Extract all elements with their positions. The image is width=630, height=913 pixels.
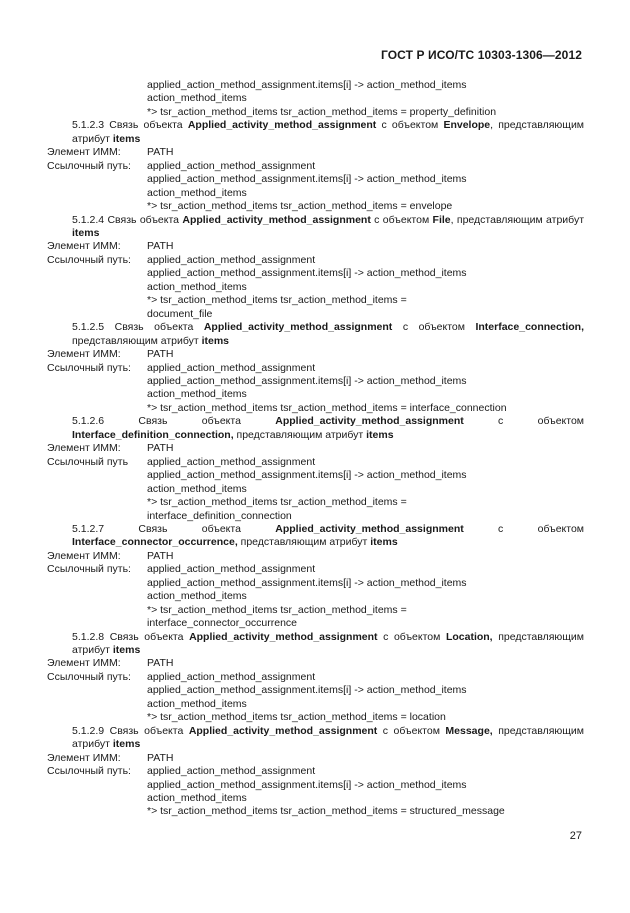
reference-label: Ссылочный путь: xyxy=(47,563,131,576)
section-heading xyxy=(47,523,584,550)
reference-path-line: applied_action_method_assignment xyxy=(147,455,316,468)
element-label: Элемент ИММ: xyxy=(47,240,121,253)
reference-path-line: action_method_items xyxy=(147,697,247,710)
section-target: Interface_connector_occurrence, xyxy=(72,536,238,549)
element-label: Элемент ИММ: xyxy=(47,442,121,455)
section-number: 5.1.2.4 Связь xyxy=(72,213,137,226)
section-text: , представляющим атрибут xyxy=(450,213,585,226)
element-value: PATH xyxy=(147,657,174,670)
element-value: PATH xyxy=(147,146,174,159)
section-attribute: items xyxy=(201,334,230,347)
section-text: представляющим атрибут xyxy=(72,724,584,751)
reference-path-line: applied_action_method_assignment xyxy=(147,670,316,683)
section-attribute: items xyxy=(112,644,141,657)
reference-path-line: applied_action_method_assignment.items[i] -> action_method_items xyxy=(147,778,467,791)
section-target: Location, xyxy=(445,630,493,643)
reference-path-line: action_method_items xyxy=(147,388,247,401)
reference-path-line: action_method_items xyxy=(147,792,247,805)
reference-path xyxy=(147,563,467,630)
section-entity: Applied_activity_method_assignment xyxy=(189,630,378,643)
reference-label: Ссылочный путь: xyxy=(47,253,131,266)
section-target: Interface_connection, xyxy=(475,321,584,334)
section-attribute: items xyxy=(366,428,394,441)
element-label: Элемент ИММ: xyxy=(47,657,121,670)
reference-path xyxy=(147,765,505,819)
mapping-section xyxy=(47,631,584,725)
element-label: Элемент ИММ: xyxy=(47,751,121,764)
section-number: 5.1.2.3 Связь xyxy=(72,119,139,132)
reference-path-line: applied_action_method_assignment xyxy=(147,253,316,266)
section-text: представляющим атрибут xyxy=(72,630,584,657)
top-path-line: action_method_items xyxy=(147,92,247,105)
reference-path-line: *> tsr_action_method_items tsr_action_method_items = structured_message xyxy=(147,805,505,818)
reference-row xyxy=(47,254,584,321)
reference-path-line: *> tsr_action_method_items tsr_action_method_items = envelope xyxy=(147,200,453,213)
section-text: объекта xyxy=(138,119,188,132)
mapping-section xyxy=(47,523,584,631)
reference-row xyxy=(47,362,584,416)
element-label: Элемент ИММ: xyxy=(47,146,121,159)
reference-path-line: applied_action_method_assignment xyxy=(147,159,316,172)
section-text: с объектом xyxy=(392,321,476,334)
section-entity: Applied_activity_method_assignment xyxy=(275,522,464,535)
reference-label: Ссылочный путь: xyxy=(47,670,131,683)
document-header: ГОСТ Р ИСО/ТС 10303-1306—2012 xyxy=(381,48,582,62)
reference-path-line: applied_action_method_assignment.items[i] -> action_method_items xyxy=(147,469,467,482)
section-text: с объектом xyxy=(370,213,433,226)
mapping-section xyxy=(47,321,584,415)
section-entity: Applied_activity_method_assignment xyxy=(188,724,378,737)
page-number: 27 xyxy=(569,830,582,842)
section-number: 5.1.2.9 Связь xyxy=(72,724,139,737)
reference-path-line: *> tsr_action_method_items tsr_action_method_items = location xyxy=(147,711,446,724)
element-value: PATH xyxy=(147,240,174,253)
reference-path-line: *> tsr_action_method_items tsr_action_method_items = xyxy=(147,496,407,509)
element-row xyxy=(47,442,584,455)
section-text: объекта xyxy=(167,522,276,535)
element-row xyxy=(47,146,584,159)
section-attribute: items xyxy=(112,738,141,751)
mapping-section xyxy=(47,214,584,322)
reference-path-line: applied_action_method_assignment.items[i] -> action_method_items xyxy=(147,684,467,697)
section-number: 5.1.2.6 Связь xyxy=(72,415,168,428)
reference-path xyxy=(147,254,467,321)
section-heading xyxy=(47,214,584,241)
section-text: объекта xyxy=(136,213,183,226)
section-text: представляющим атрибут xyxy=(237,536,371,549)
reference-path-line: applied_action_method_assignment.items[i] -> action_method_items xyxy=(147,173,467,186)
section-text: объекта xyxy=(138,724,189,737)
reference-path xyxy=(147,671,467,725)
document-body xyxy=(47,79,584,819)
reference-path-line: action_method_items xyxy=(147,482,247,495)
reference-path-line: *> tsr_action_method_items tsr_action_method_items = xyxy=(147,294,407,307)
reference-path xyxy=(147,362,507,416)
section-entity: Applied_activity_method_assignment xyxy=(187,119,377,132)
section-heading xyxy=(47,415,584,442)
section-text: представляющим атрибут xyxy=(72,334,202,347)
reference-path-line: action_method_items xyxy=(147,590,247,603)
section-text: представляющим атрибут xyxy=(233,428,367,441)
section-text: объекта xyxy=(167,415,276,428)
element-row xyxy=(47,752,584,765)
reference-path-line: action_method_items xyxy=(147,280,247,293)
section-text: с объектом xyxy=(377,724,446,737)
reference-path-line: applied_action_method_assignment xyxy=(147,361,316,374)
reference-path-line: applied_action_method_assignment.items[i] -> action_method_items xyxy=(147,374,467,387)
section-attribute: items xyxy=(112,132,141,145)
section-attribute: items xyxy=(72,226,100,239)
mapping-section xyxy=(47,415,584,523)
section-attribute: items xyxy=(370,536,398,549)
section-entity: Applied_activity_method_assignment xyxy=(275,415,464,428)
section-heading xyxy=(47,321,584,348)
reference-row xyxy=(47,160,584,214)
reference-label: Ссылочный путь: xyxy=(47,765,131,778)
reference-row xyxy=(47,671,584,725)
element-value: PATH xyxy=(147,348,174,361)
reference-path-line: applied_action_method_assignment.items[i] -> action_method_items xyxy=(147,267,467,280)
element-value: PATH xyxy=(147,549,174,562)
element-label: Элемент ИММ: xyxy=(47,348,121,361)
element-value: PATH xyxy=(147,442,174,455)
element-label: Элемент ИММ: xyxy=(47,549,121,562)
section-heading xyxy=(47,725,584,752)
reference-path xyxy=(147,456,467,523)
top-path-line: applied_action_method_assignment.items[i] -> action_method_items xyxy=(147,79,467,91)
element-value: PATH xyxy=(147,751,174,764)
section-target: Interface_definition_connection, xyxy=(72,428,234,441)
section-text: , представляющим атрибут xyxy=(72,119,585,145)
section-number: 5.1.2.8 Связь xyxy=(72,630,139,643)
section-entity: Applied_activity_method_assignment xyxy=(182,213,371,226)
top-path-line: *> tsr_action_method_items tsr_action_method_items = property_definition xyxy=(147,105,497,118)
reference-path-line: applied_action_method_assignment.items[i] -> action_method_items xyxy=(147,576,467,589)
section-number: 5.1.2.7 Связь xyxy=(72,522,168,535)
reference-row xyxy=(47,765,584,819)
section-text: с объектом xyxy=(463,522,585,535)
reference-label: Ссылочный путь xyxy=(47,455,129,468)
mapping-section xyxy=(47,725,584,819)
mapping-section xyxy=(47,119,584,213)
reference-path-line: interface_connector_occurrence xyxy=(147,617,298,630)
section-target: File xyxy=(432,213,451,226)
element-row xyxy=(47,240,584,253)
element-row xyxy=(47,348,584,361)
section-heading xyxy=(47,631,584,658)
section-entity: Applied_activity_method_assignment xyxy=(203,321,393,334)
reference-label: Ссылочный путь: xyxy=(47,361,131,374)
reference-path-line: applied_action_method_assignment xyxy=(147,765,316,778)
reference-row xyxy=(47,563,584,630)
reference-path xyxy=(147,160,467,214)
section-heading xyxy=(47,119,584,146)
reference-path-line: interface_definition_connection xyxy=(147,509,292,522)
section-text: с объектом xyxy=(376,119,444,132)
reference-label: Ссылочный путь: xyxy=(47,159,131,172)
reference-path-line: document_file xyxy=(147,307,213,320)
element-row xyxy=(47,550,584,563)
section-text: с объектом xyxy=(377,630,446,643)
reference-path-line: *> tsr_action_method_items tsr_action_method_items = xyxy=(147,603,407,616)
section-text: объекта xyxy=(143,321,204,334)
section-target: Message, xyxy=(445,724,493,737)
section-text: с объектом xyxy=(463,415,585,428)
element-row xyxy=(47,657,584,670)
reference-row xyxy=(47,456,584,523)
reference-path-line: action_method_items xyxy=(147,186,247,199)
reference-path-line: applied_action_method_assignment xyxy=(147,563,316,576)
reference-path-line: *> tsr_action_method_items tsr_action_method_items = interface_connection xyxy=(147,401,507,414)
section-number: 5.1.2.5 Связь xyxy=(72,321,144,334)
section-target: Envelope xyxy=(443,119,491,132)
section-text: объекта xyxy=(138,630,190,643)
